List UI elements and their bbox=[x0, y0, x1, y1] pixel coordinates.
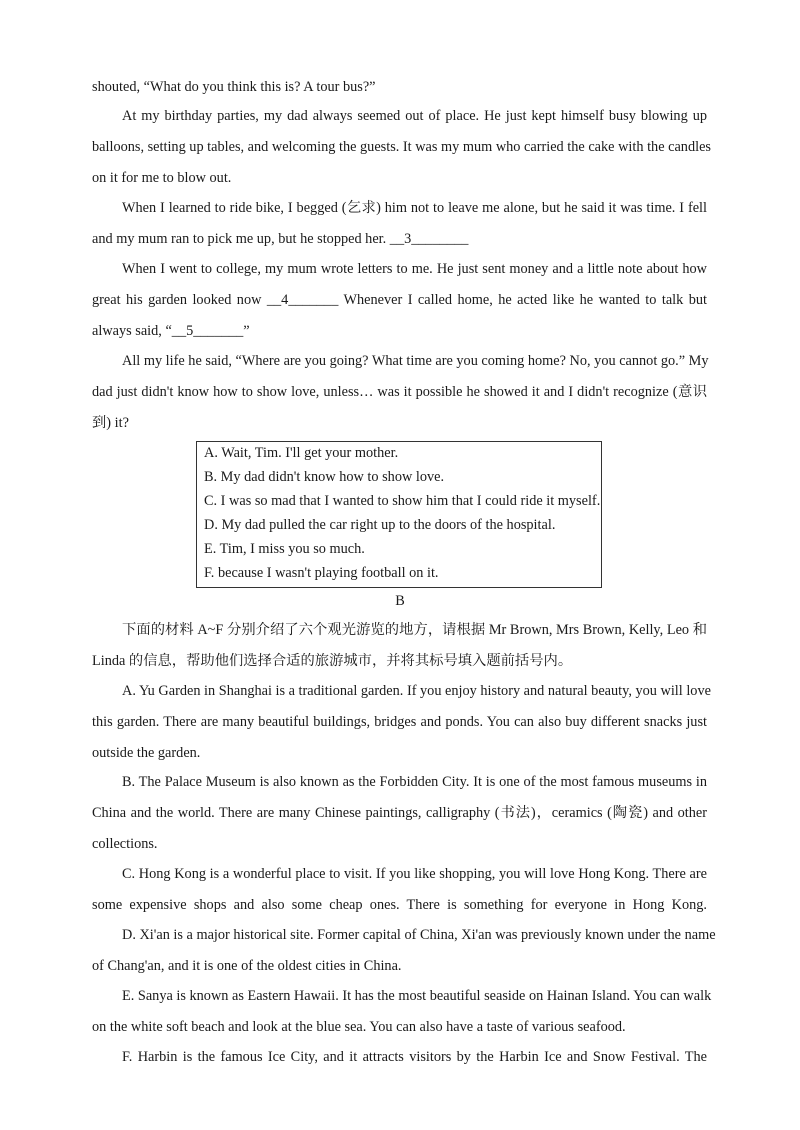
item-a-line: A. Yu Garden in Shanghai is a traditional garden. If you enjoy history and natural beauty, you will love bbox=[122, 683, 711, 699]
options-box bbox=[196, 441, 602, 588]
item-a-line: outside the garden. bbox=[92, 745, 201, 761]
passage-line: When I went to college, my mum wrote letters to me. He just sent money and a little note about how bbox=[122, 261, 707, 277]
passage-line-blank-3: and my mum ran to pick me up, but he stopped her. __3________ bbox=[92, 231, 469, 247]
item-b-line: China and the world. There are many Chinese paintings, calligraphy (书法)，ceramics (陶瓷) and other bbox=[92, 805, 707, 821]
option-f: F. because I wasn't playing football on it. bbox=[204, 565, 439, 581]
instruction-line: Linda 的信息，帮助他们选择合适的旅游城市，并将其标号填入题前括号内。 bbox=[92, 653, 573, 669]
item-f-line: F. Harbin is the famous Ice City, and it attracts visitors by the Harbin Ice and Snow Festival. The bbox=[122, 1049, 707, 1065]
item-b-line: B. The Palace Museum is also known as the Forbidden City. It is one of the most famous museums in bbox=[122, 774, 707, 790]
passage-line: balloons, setting up tables, and welcoming the guests. It was my mum who carried the cake with the candles bbox=[92, 139, 711, 155]
instruction-line: 下面的材料 A~F 分别介绍了六个观光游览的地方，请根据 Mr Brown, Mrs Brown, Kelly, Leo 和 bbox=[122, 622, 707, 638]
passage-line-blank-5: always said, “__5_______” bbox=[92, 323, 250, 339]
passage-line: At my birthday parties, my dad always seemed out of place. He just kept himself busy blowing up bbox=[122, 108, 707, 124]
item-d-line: of Chang'an, and it is one of the oldest cities in China. bbox=[92, 958, 402, 974]
passage-line-blank-4: great his garden looked now __4_______ Whenever I called home, he acted like he wanted to talk but bbox=[92, 292, 707, 308]
option-a: A. Wait, Tim. I'll get your mother. bbox=[204, 445, 399, 461]
option-e: E. Tim, I miss you so much. bbox=[204, 541, 365, 557]
option-d: D. My dad pulled the car right up to the doors of the hospital. bbox=[204, 517, 556, 533]
option-c: C. I was so mad that I wanted to show him that I could ride it myself. bbox=[204, 493, 601, 509]
item-a-line: this garden. There are many beautiful buildings, bridges and ponds. You can also buy different snacks just bbox=[92, 714, 707, 730]
item-c-line: C. Hong Kong is a wonderful place to visit. If you like shopping, you will love Hong Kong. There are bbox=[122, 866, 707, 882]
passage-line: dad just didn't know how to show love, unless… was it possible he showed it and I didn't recognize (意识 bbox=[92, 384, 707, 400]
option-b: B. My dad didn't know how to show love. bbox=[204, 469, 445, 485]
item-b-line: collections. bbox=[92, 836, 158, 852]
item-e-line: on the white soft beach and look at the blue sea. You can also have a taste of various seafood. bbox=[92, 1019, 626, 1035]
item-d-line: D. Xi'an is a major historical site. Former capital of China, Xi'an was previously known under the name bbox=[122, 927, 716, 943]
item-c-line: some expensive shops and also some cheap ones. There is something for everyone in Hong Kong. bbox=[92, 897, 707, 913]
passage-line: on it for me to blow out. bbox=[92, 170, 232, 186]
passage-line: All my life he said, “Where are you going? What time are you coming home? No, you cannot go.” My bbox=[122, 353, 709, 369]
passage-line: 到) it? bbox=[92, 415, 129, 431]
item-e-line: E. Sanya is known as Eastern Hawaii. It has the most beautiful seaside on Hainan Island. You can walk bbox=[122, 988, 712, 1004]
passage-line: When I learned to ride bike, I begged (乞求) him not to leave me alone, but he said it was time. I fell bbox=[122, 200, 707, 216]
section-b-heading: B bbox=[395, 593, 405, 609]
passage-line: shouted, “What do you think this is? A tour bus?” bbox=[92, 79, 376, 95]
